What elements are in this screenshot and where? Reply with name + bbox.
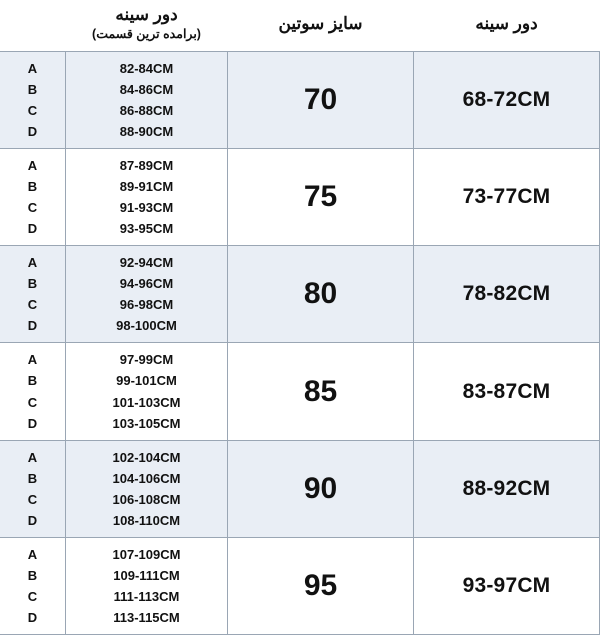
bust-value: 111-113CM — [113, 588, 180, 604]
cup-value: B — [27, 470, 38, 486]
cell-band: 73-77CM — [414, 149, 600, 246]
cup-list — [0, 58, 65, 142]
cell-bust — [66, 440, 228, 537]
bust-list — [66, 349, 227, 433]
cup-value: D — [27, 318, 38, 334]
cup-value: A — [27, 60, 38, 76]
cup-value: D — [27, 221, 38, 237]
cell-bust — [66, 51, 228, 148]
cup-value: C — [27, 297, 38, 313]
header-cup — [0, 0, 66, 51]
header-row — [0, 0, 600, 51]
bust-list — [66, 544, 227, 628]
cell-cup — [0, 440, 66, 537]
cell-size: 75 — [228, 149, 414, 246]
cell-bust — [66, 149, 228, 246]
bust-value: 108-110CM — [112, 512, 181, 528]
bust-value: 96-98CM — [119, 297, 174, 313]
cup-value: B — [27, 373, 38, 389]
cell-cup — [0, 537, 66, 634]
cup-value: B — [27, 567, 38, 583]
cell-size: 95 — [228, 537, 414, 634]
bust-value: 113-115CM — [113, 609, 180, 625]
table-row — [0, 343, 600, 440]
bust-value: 91-93CM — [119, 200, 174, 216]
cup-value: C — [27, 491, 38, 507]
bust-value: 104-106CM — [112, 470, 181, 486]
cup-value: C — [27, 588, 38, 604]
bust-value: 107-109CM — [112, 546, 181, 562]
cell-band: 83-87CM — [414, 343, 600, 440]
table-row — [0, 246, 600, 343]
bust-value: 88-90CM — [119, 124, 174, 140]
cup-value: A — [27, 255, 38, 271]
header-band: دور سینه — [414, 0, 600, 51]
cell-size: 85 — [228, 343, 414, 440]
header-bust — [66, 0, 228, 51]
bust-list — [66, 252, 227, 336]
table-row — [0, 537, 600, 634]
cup-value: B — [27, 276, 38, 292]
cup-value: D — [27, 512, 38, 528]
bust-value: 86-88CM — [119, 102, 174, 118]
bust-value: 93-95CM — [119, 221, 174, 237]
bust-value: 94-96CM — [119, 276, 174, 292]
cup-value: A — [27, 449, 38, 465]
header-bust-sub: (برامده ترین قسمت) — [92, 27, 201, 42]
bust-value: 84-86CM — [119, 81, 174, 97]
table-row — [0, 149, 600, 246]
cup-value: D — [27, 415, 38, 431]
cell-band: 88-92CM — [414, 440, 600, 537]
cell-cup — [0, 149, 66, 246]
header-bust-main: دور سینه — [115, 5, 178, 24]
cell-cup — [0, 246, 66, 343]
cup-list — [0, 544, 65, 628]
table-header — [0, 0, 600, 51]
cup-value: A — [27, 546, 38, 562]
bust-value: 106-108CM — [112, 491, 181, 507]
bust-value: 102-104CM — [112, 449, 181, 465]
table-body — [0, 51, 600, 634]
bust-value: 87-89CM — [119, 158, 174, 174]
cell-bust — [66, 343, 228, 440]
bust-value: 89-91CM — [119, 179, 174, 195]
bust-value: 101-103CM — [112, 394, 181, 410]
cell-cup — [0, 51, 66, 148]
cup-value: A — [27, 352, 38, 368]
cell-band: 78-82CM — [414, 246, 600, 343]
cell-cup — [0, 343, 66, 440]
cup-list — [0, 447, 65, 531]
bust-value: 97-99CM — [119, 352, 174, 368]
cup-value: A — [27, 158, 38, 174]
cell-size: 90 — [228, 440, 414, 537]
table-row — [0, 51, 600, 148]
bust-value: 98-100CM — [116, 318, 177, 334]
bust-list — [66, 58, 227, 142]
cup-value: D — [27, 609, 38, 625]
bust-value: 103-105CM — [112, 415, 181, 431]
cup-value: C — [27, 394, 38, 410]
bust-value: 99-101CM — [116, 373, 177, 389]
cell-size: 80 — [228, 246, 414, 343]
bust-value: 109-111CM — [113, 567, 180, 583]
cup-value: C — [27, 200, 38, 216]
bust-list — [66, 447, 227, 531]
table-row — [0, 440, 600, 537]
bust-value: 92-94CM — [119, 255, 174, 271]
cell-bust — [66, 537, 228, 634]
cup-list — [0, 349, 65, 433]
header-size: سایز سوتین — [228, 0, 414, 51]
cup-value: B — [27, 81, 38, 97]
cup-list — [0, 252, 65, 336]
cell-bust — [66, 246, 228, 343]
cup-list — [0, 155, 65, 239]
cell-band: 68-72CM — [414, 51, 600, 148]
cell-size: 70 — [228, 51, 414, 148]
bust-list — [66, 155, 227, 239]
cell-band: 93-97CM — [414, 537, 600, 634]
cup-value: D — [27, 124, 38, 140]
bust-value: 82-84CM — [119, 60, 174, 76]
cup-value: B — [27, 179, 38, 195]
cup-value: C — [27, 102, 38, 118]
